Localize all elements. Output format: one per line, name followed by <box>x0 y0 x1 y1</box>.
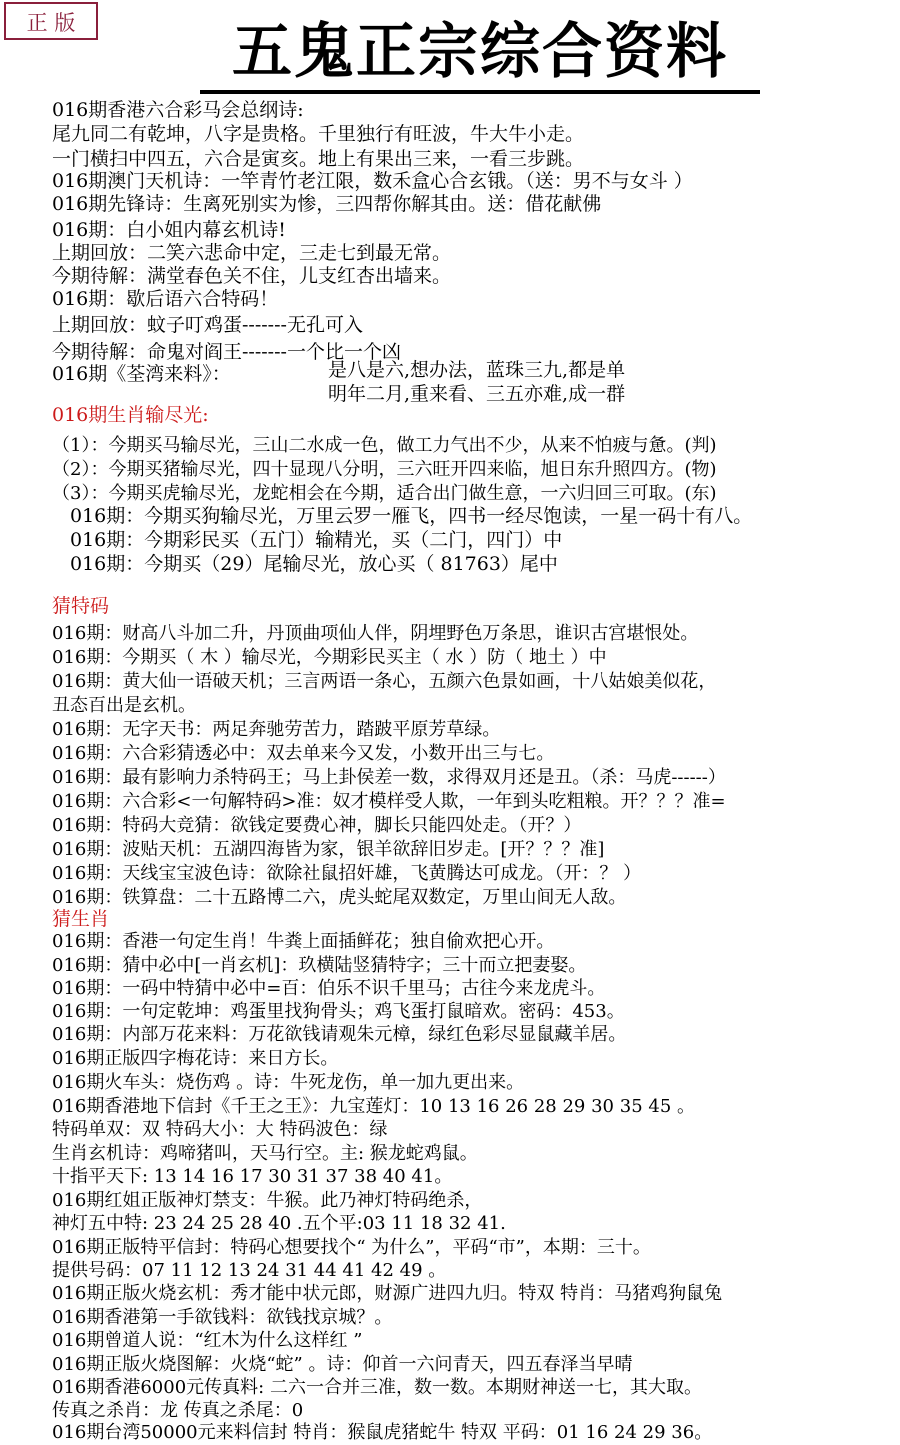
text-line: （2）：今期买猪输尽光，四十显现八分明，三六旺开四来临，旭日东升照四方。(物) <box>52 459 717 480</box>
text-line: 上期回放：蚊子叮鸡蛋-------无孔可入 <box>52 314 363 336</box>
text-line: 今期待解：满堂春色关不住，儿支红杏出墙来。 <box>52 265 452 287</box>
text-line: 016期：特码大竞猜：欲钱定要费心神，脚长只能四处走。（开？） <box>52 815 582 836</box>
text-line: 016期：无字天书：两足奔驰劳苦力，踏跛平原芳草绿。 <box>52 719 501 740</box>
text-line: 十指平天下: 13 14 16 17 30 31 37 38 40 41。 <box>52 1166 453 1187</box>
text-line: 016期：一码中特猜中必中=百：伯乐不识千里马；古往今来龙虎斗。 <box>52 978 606 999</box>
text-line: 丑态百出是玄机。 <box>52 695 196 716</box>
text-line: 上期回放：二笑六悲命中定，三走七到最无常。 <box>52 242 452 264</box>
section-heading-caishengxiao: 猜生肖 <box>52 908 110 930</box>
genuine-badge: 正 版 <box>4 2 98 40</box>
text-line: 016期正版特平信封：特码心想要找个“ 为什么”，平码“市”，本期：三十。 <box>52 1237 651 1258</box>
text-line: 016期：铁算盘：二十五路博二六，虎头蛇尾双数定，万里山间无人敌。 <box>52 887 627 908</box>
text-line: 提供号码：07 11 12 13 24 31 44 41 42 49 。 <box>52 1260 447 1281</box>
text-line: 016期正版火烧图解：火烧“蛇” 。诗：仰首一六问青天，四五春泽当早晴 <box>52 1354 633 1375</box>
text-line: 016期台湾50000元来料信封 特肖：猴鼠虎猪蛇牛 特双 平码：01 16 24 29 36。 <box>52 1422 713 1443</box>
text-line: 016期香港地下信封《千王之王》：九宝莲灯：10 13 16 26 28 29 30 35 45 。 <box>52 1096 695 1117</box>
text-line: 016期：今期彩民买（五门）输精光，买（二门，四门）中 <box>70 529 563 551</box>
text-line: 016期：财高八斗加二升，丹顶曲项仙人伴，阴埋野色万条思，谁识古宫堪恨处。 <box>52 623 699 644</box>
text-line: 016期：内部万花来料：万花欲钱请观朱元樟，绿红色彩尽显鼠藏羊居。 <box>52 1024 627 1045</box>
text-line: 016期先锋诗：生离死别实为惨，三四帮你解其由。送：借花献佛 <box>52 193 602 215</box>
quan-line-2: 明年二月,重来看、三五亦难,成一群 <box>328 383 626 405</box>
text-line: 生肖玄机诗：鸡啼猪叫，天马行空。主: 猴龙蛇鸡鼠。 <box>52 1143 478 1164</box>
text-line: 特码单双：双 特码大小：大 特码波色：绿 <box>52 1119 388 1140</box>
text-line: 016期：香港一句定生肖！牛粪上面插鲜花；独自偷欢把心开。 <box>52 931 555 952</box>
text-line: 016期：黄大仙一语破天机；三言两语一条心，五颜六色景如画，十八姑娘美似花， <box>52 671 717 692</box>
quan-line-1: 是八是六,想办法，蓝珠三九,都是单 <box>328 359 626 381</box>
quan-label: 016期《荃湾来料》： <box>52 363 231 385</box>
text-line: 016期曾道人说：“红木为什么这样红 ” <box>52 1330 363 1351</box>
text-line: 尾九同二有乾坤，八字是贵格。千里独行有旺波，牛大牛小走。 <box>52 123 585 145</box>
text-line: 016期：六合彩<一句解特码>准：奴才模样受人欺，一年到头吃粗粮。开？？？准= <box>52 791 726 812</box>
text-line: 016期：最有影响力杀特码王；马上卦侯差一数，求得双月还是丑。（杀：马虎------） <box>52 767 726 788</box>
text-line: 神灯五中特: 23 24 25 28 40 .五个平:03 11 18 32 41. <box>52 1213 506 1234</box>
text-line: 今期待解：命鬼对阎王-------一个比一个凶 <box>52 341 401 363</box>
text-line: 016期：猜中必中[一肖玄机]：玖横陆竖猜特字；三十而立把妻娶。 <box>52 955 587 976</box>
text-line: 016期火车头：烧伤鸡 。诗：牛死龙伤，单一加九更出来。 <box>52 1072 525 1093</box>
text-line: 016期：波贴天机：五湖四海皆为家，银羊欲辞旧岁走。[开？？？准] <box>52 839 605 860</box>
text-line: 016期红姐正版神灯禁支：牛猴。此乃神灯特码绝杀， <box>52 1190 483 1211</box>
text-line: 016期：白小姐内幕玄机诗! <box>52 219 286 241</box>
section-heading-shengxiao: 016期生肖输尽光: <box>52 404 209 426</box>
text-line: 016期：今期买狗输尽光，万里云罗一雁飞，四书一经尽饱读，一星一码十有八。 <box>70 505 753 527</box>
text-line: 016期：今期买（ 木 ）输尽光，今期彩民买主（ 水 ）防（ 地土 ）中 <box>52 647 607 668</box>
section-heading-tema: 猜特码 <box>52 595 110 617</box>
text-line: 016期：今期买（29）尾输尽光，放心买（ 81763）尾中 <box>70 553 558 575</box>
text-line: 016期：一句定乾坤：鸡蛋里找狗骨头；鸡飞蛋打鼠暗欢。密码：453。 <box>52 1001 625 1022</box>
text-line: （1）：今期买马输尽光，三山二水成一色，做工力气出不少，从来不怕疲与惫。(判) <box>52 435 717 456</box>
text-line: 016期香港第一手欲钱料：欲钱找京城？。 <box>52 1307 393 1328</box>
text-line: 016期香港6000元传真料: 二六一合并三准，数一数。本期财神送一七，其大取。 <box>52 1377 702 1398</box>
text-line: （3）：今期买虎输尽光，龙蛇相会在今期，适合出门做生意，一六归回三可取。(东) <box>52 483 717 504</box>
text-line: 016期澳门天机诗：一竿青竹老江限，数禾盒心合玄锇。（送：男不与女斗 ） <box>52 170 693 192</box>
text-line: 016期正版四字梅花诗：来日方长。 <box>52 1048 339 1069</box>
page-title: 五鬼正宗综合资料 <box>200 14 760 94</box>
text-line: 传真之杀肖：龙 传真之杀尾：0 <box>52 1400 304 1421</box>
text-line: 016期：六合彩猜透必中：双去单来今又发，小数开出三与七。 <box>52 743 555 764</box>
text-line: 016期：天线宝宝波色诗：欲除社鼠招奸雄，飞黄腾达可成龙。（开：？ ） <box>52 863 642 884</box>
text-line: 一门横扫中四五，六合是寅亥。地上有果出三来，一看三步跳。 <box>52 148 585 170</box>
text-line: 016期：歇后语六合特码！ <box>52 288 279 310</box>
text-line: 016期香港六合彩马会总纲诗: <box>52 99 304 121</box>
text-line: 016期正版火烧玄机：秀才能中状元郎，财源广进四九归。特双 特肖：马猪鸡狗鼠兔 <box>52 1283 723 1304</box>
